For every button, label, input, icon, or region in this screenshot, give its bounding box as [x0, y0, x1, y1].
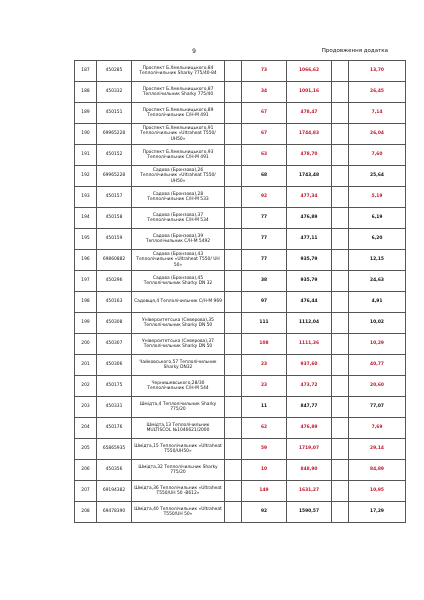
- empty-cell: [225, 376, 242, 397]
- empty-cell: [332, 313, 349, 334]
- meter-code-cell: 450159: [97, 229, 132, 250]
- amount-cell: 478,70: [287, 145, 332, 166]
- address-meter-cell: Чайковського,57 Теплолічильник Sharky DN32: [132, 355, 225, 376]
- row-number-cell: 206: [75, 460, 97, 481]
- amount-cell: 1631,27: [287, 481, 332, 502]
- amount-cell: 476,89: [287, 418, 332, 439]
- empty-cell: [332, 334, 349, 355]
- address-meter-cell: Проспект Б.Хмельницького,93 Теплолічильник С/Н-М 491: [132, 145, 225, 166]
- empty-cell: [225, 166, 242, 187]
- meter-code-cell: 450296: [97, 271, 132, 292]
- table-row: [75, 271, 406, 292]
- rate-cell: 26,45: [349, 82, 406, 103]
- address-meter-cell: Університетська (Северова),35 Теплолічильник Sharky DN 50: [132, 313, 225, 334]
- table-row: [75, 502, 406, 523]
- rate-cell: 13,70: [349, 61, 406, 82]
- meter-code-cell: 450163: [97, 292, 132, 313]
- row-number-cell: 193: [75, 187, 97, 208]
- empty-cell: [332, 376, 349, 397]
- empty-cell: [225, 334, 242, 355]
- quantity-cell: 23: [242, 376, 287, 397]
- amount-cell: 473,72: [287, 376, 332, 397]
- table-row: [75, 397, 406, 418]
- meter-code-cell: 450306: [97, 355, 132, 376]
- table-row: [75, 355, 406, 376]
- rate-cell: 6,20: [349, 229, 406, 250]
- address-meter-cell: Садова (Бронзова),39 Теплолічильник С/Н-М 5492: [132, 229, 225, 250]
- rate-cell: 4,91: [349, 292, 406, 313]
- meter-code-cell: 450151: [97, 103, 132, 124]
- row-number-cell: 189: [75, 103, 97, 124]
- amount-cell: 477,34: [287, 187, 332, 208]
- quantity-cell: 97: [242, 292, 287, 313]
- quantity-cell: 67: [242, 124, 287, 145]
- table-row: [75, 166, 406, 187]
- quantity-cell: 11: [242, 397, 287, 418]
- quantity-cell: 92: [242, 502, 287, 523]
- empty-cell: [225, 271, 242, 292]
- empty-cell: [225, 460, 242, 481]
- empty-cell: [332, 103, 349, 124]
- empty-cell: [225, 481, 242, 502]
- amount-cell: 1590,57: [287, 502, 332, 523]
- meter-code-cell: 450307: [97, 334, 132, 355]
- meter-code-cell: 69194382: [97, 481, 132, 502]
- continuation-note: Продовження додатка: [321, 48, 388, 54]
- quantity-cell: 38: [242, 271, 287, 292]
- empty-cell: [332, 166, 349, 187]
- quantity-cell: 10: [242, 460, 287, 481]
- empty-cell: [225, 397, 242, 418]
- meter-code-cell: 69965228: [97, 124, 132, 145]
- meter-code-cell: 69965228: [97, 166, 132, 187]
- rate-cell: 6,19: [349, 208, 406, 229]
- address-meter-cell: Садова (Бронзова),45 Теплолічильник Sharky DN 32: [132, 271, 225, 292]
- amount-cell: 1744,83: [287, 124, 332, 145]
- empty-cell: [332, 292, 349, 313]
- amount-cell: 937,60: [287, 355, 332, 376]
- page-number: 9: [192, 48, 196, 55]
- row-number-cell: 187: [75, 61, 97, 82]
- quantity-cell: 62: [242, 418, 287, 439]
- amount-cell: 1719,07: [287, 439, 332, 460]
- address-meter-cell: Шмідта,13 Теплолічильник MULTISCOL №1046621/2000: [132, 418, 225, 439]
- rate-cell: 20,60: [349, 376, 406, 397]
- rate-cell: 24,63: [349, 271, 406, 292]
- row-number-cell: 204: [75, 418, 97, 439]
- empty-cell: [225, 313, 242, 334]
- table-row: [75, 187, 406, 208]
- amount-cell: 935,79: [287, 271, 332, 292]
- rate-cell: 7,14: [349, 103, 406, 124]
- empty-cell: [332, 481, 349, 502]
- quantity-cell: 63: [242, 145, 287, 166]
- meter-code-cell: 450157: [97, 187, 132, 208]
- rate-cell: 7,60: [349, 145, 406, 166]
- rate-cell: 7,69: [349, 418, 406, 439]
- row-number-cell: 199: [75, 313, 97, 334]
- empty-cell: [225, 145, 242, 166]
- table-row: [75, 376, 406, 397]
- table-row: [75, 418, 406, 439]
- meter-code-cell: 450152: [97, 145, 132, 166]
- amount-cell: 848,90: [287, 460, 332, 481]
- empty-cell: [332, 208, 349, 229]
- table-row: [75, 61, 406, 82]
- empty-cell: [225, 250, 242, 271]
- empty-cell: [332, 355, 349, 376]
- rate-cell: 5,19: [349, 187, 406, 208]
- amount-cell: 1743,48: [287, 166, 332, 187]
- amount-cell: 1066,62: [287, 61, 332, 82]
- quantity-cell: 68: [242, 166, 287, 187]
- amount-cell: 1001,16: [287, 82, 332, 103]
- row-number-cell: 196: [75, 250, 97, 271]
- empty-cell: [332, 124, 349, 145]
- address-meter-cell: Шмідта,32 Теплолічильник Sharky 775/20: [132, 460, 225, 481]
- row-number-cell: 197: [75, 271, 97, 292]
- rate-cell: 84,89: [349, 460, 406, 481]
- rate-cell: 12,15: [349, 250, 406, 271]
- address-meter-cell: Шмідта,15 Теплолічильник «Ultraheat T550/UH50»: [132, 439, 225, 460]
- empty-cell: [332, 61, 349, 82]
- empty-cell: [332, 187, 349, 208]
- empty-cell: [225, 418, 242, 439]
- empty-cell: [225, 187, 242, 208]
- rate-cell: 10,29: [349, 334, 406, 355]
- meter-code-cell: 69478390: [97, 502, 132, 523]
- row-number-cell: 198: [75, 292, 97, 313]
- table-row: [75, 145, 406, 166]
- meter-code-cell: 450158: [97, 208, 132, 229]
- row-number-cell: 207: [75, 481, 97, 502]
- address-meter-cell: Шмідта,36 Теплолічильник «Ultraheat T550/UH 50 -B612»: [132, 481, 225, 502]
- meter-code-cell: 450175: [97, 376, 132, 397]
- row-number-cell: 205: [75, 439, 97, 460]
- empty-cell: [332, 502, 349, 523]
- empty-cell: [332, 250, 349, 271]
- address-meter-cell: Чернишевського,28/30 Теплолічильник С/Н-М 544: [132, 376, 225, 397]
- row-number-cell: 202: [75, 376, 97, 397]
- address-meter-cell: Садовщя,4 Теплолічильник С/Н-М 969: [132, 292, 225, 313]
- amount-cell: 478,47: [287, 103, 332, 124]
- table-row: [75, 103, 406, 124]
- empty-cell: [225, 82, 242, 103]
- table-row: [75, 334, 406, 355]
- meter-code-cell: 450176: [97, 418, 132, 439]
- address-meter-cell: Проспект Б.Хмельницького,91 Теплолічильник «Ultraheat T550/ UH50»: [132, 124, 225, 145]
- empty-cell: [225, 439, 242, 460]
- table-row: [75, 124, 406, 145]
- empty-cell: [225, 61, 242, 82]
- table-row: [75, 250, 406, 271]
- row-number-cell: 200: [75, 334, 97, 355]
- meter-code-cell: 69860882: [97, 250, 132, 271]
- quantity-cell: 92: [242, 187, 287, 208]
- amount-cell: 477,11: [287, 229, 332, 250]
- address-meter-cell: Шмідта,4 Теплолічильник Sharky 775/20: [132, 397, 225, 418]
- table-row: [75, 313, 406, 334]
- address-meter-cell: Садова (Бронзова),26 Теплолічильник «Ultraheat T550/ UH50»: [132, 166, 225, 187]
- table-row: [75, 481, 406, 502]
- empty-cell: [225, 502, 242, 523]
- amount-cell: 847,77: [287, 397, 332, 418]
- row-number-cell: 194: [75, 208, 97, 229]
- quantity-cell: 59: [242, 439, 287, 460]
- rate-cell: 17,29: [349, 502, 406, 523]
- amount-cell: 476,89: [287, 208, 332, 229]
- empty-cell: [332, 271, 349, 292]
- address-meter-cell: Садова (Бронзова),43 Теплолічильник «Ultraheat T550/ UH 50»: [132, 250, 225, 271]
- rate-cell: 10,95: [349, 481, 406, 502]
- row-number-cell: 190: [75, 124, 97, 145]
- meter-code-cell: 450285: [97, 61, 132, 82]
- meter-table-body: [75, 61, 406, 523]
- row-number-cell: 192: [75, 166, 97, 187]
- empty-cell: [332, 460, 349, 481]
- empty-cell: [225, 229, 242, 250]
- table-row: [75, 208, 406, 229]
- row-number-cell: 191: [75, 145, 97, 166]
- table-row: [75, 460, 406, 481]
- table-row: [75, 439, 406, 460]
- address-meter-cell: Проспект Б.Хмельницького,84 Теплолічильник Sharky 775/40-84: [132, 61, 225, 82]
- row-number-cell: 195: [75, 229, 97, 250]
- row-number-cell: 203: [75, 397, 97, 418]
- amount-cell: 476,44: [287, 292, 332, 313]
- empty-cell: [225, 103, 242, 124]
- amount-cell: 935,79: [287, 250, 332, 271]
- empty-cell: [332, 145, 349, 166]
- meter-code-cell: 450308: [97, 313, 132, 334]
- empty-cell: [225, 208, 242, 229]
- address-meter-cell: Шмідта,40 Теплолічильник «Ultraheat T550/UH 50»: [132, 502, 225, 523]
- amount-cell: 1111,36: [287, 334, 332, 355]
- table-row: [75, 229, 406, 250]
- meter-table: [74, 60, 406, 523]
- empty-cell: [332, 439, 349, 460]
- quantity-cell: 67: [242, 103, 287, 124]
- rate-cell: 40,77: [349, 355, 406, 376]
- row-number-cell: 201: [75, 355, 97, 376]
- empty-cell: [225, 292, 242, 313]
- empty-cell: [225, 124, 242, 145]
- row-number-cell: 188: [75, 82, 97, 103]
- row-number-cell: 208: [75, 502, 97, 523]
- quantity-cell: 77: [242, 250, 287, 271]
- quantity-cell: 73: [242, 61, 287, 82]
- amount-cell: 1112,04: [287, 313, 332, 334]
- address-meter-cell: Садова (Бронзова),37 Теплолічильник С/Н-М 534: [132, 208, 225, 229]
- table-row: [75, 82, 406, 103]
- meter-code-cell: 450356: [97, 460, 132, 481]
- address-meter-cell: Проспект Б.Хмельницького,89 Теплолічильник С/Н-М 491: [132, 103, 225, 124]
- quantity-cell: 111: [242, 313, 287, 334]
- empty-cell: [332, 418, 349, 439]
- quantity-cell: 77: [242, 208, 287, 229]
- meter-code-cell: 65865935: [97, 439, 132, 460]
- rate-cell: 10,02: [349, 313, 406, 334]
- rate-cell: 77,07: [349, 397, 406, 418]
- quantity-cell: 34: [242, 82, 287, 103]
- table-row: [75, 292, 406, 313]
- meter-code-cell: 450331: [97, 397, 132, 418]
- quantity-cell: 149: [242, 481, 287, 502]
- rate-cell: 26,04: [349, 124, 406, 145]
- quantity-cell: 23: [242, 355, 287, 376]
- address-meter-cell: Проспект Б.Хмельницького,87 Теплолічильник Sharky 775/40: [132, 82, 225, 103]
- address-meter-cell: Садова (Бронзова),28 Теплолічильник С/Н-М 533: [132, 187, 225, 208]
- rate-cell: 25,64: [349, 166, 406, 187]
- quantity-cell: 108: [242, 334, 287, 355]
- meter-code-cell: 450332: [97, 82, 132, 103]
- rate-cell: 29,14: [349, 439, 406, 460]
- empty-cell: [225, 355, 242, 376]
- empty-cell: [332, 82, 349, 103]
- address-meter-cell: Університетська (Северова),37 Теплолічильник Sharky DN 50: [132, 334, 225, 355]
- quantity-cell: 77: [242, 229, 287, 250]
- empty-cell: [332, 397, 349, 418]
- empty-cell: [332, 229, 349, 250]
